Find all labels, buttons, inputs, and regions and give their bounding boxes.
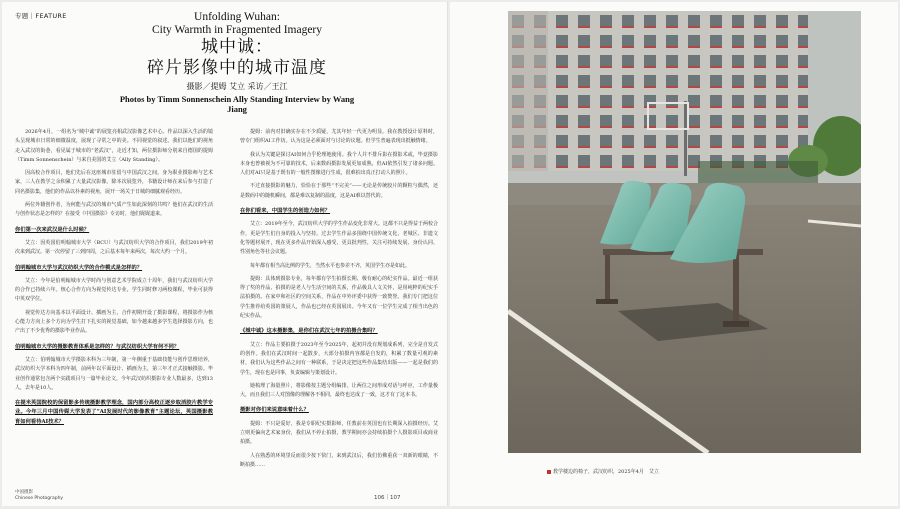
caption-marker-icon bbox=[547, 470, 551, 474]
interview-answer: 艾立：2019年至今，武汉纺织大学的学生作品变化非常大。这都不只是得益于两校合作，更是学生们自身的投入与坚持。过去学生作品多围绕中国传统文化、老城区、非遗文化等题材展开，现在更多作品开始深入感受、更具批判性，关注可持续发展、身份认同、性别角色等社会议题。 bbox=[240, 221, 438, 256]
page-numbers: 106｜107 bbox=[374, 495, 401, 501]
caption-text: 教学楼边的椅子，武汉纺织，2025年4月 艾立 bbox=[553, 469, 659, 475]
interview-question: 《城中诚》这本摄影集，是你们在武汉七年的拍摄合集吗？ bbox=[240, 328, 378, 335]
photo-chairs-by-building bbox=[508, 11, 861, 453]
chinese-title-line-2: 碎片影像中的城市温度 bbox=[147, 58, 327, 78]
intro-paragraph-2: 因高校合作项目，他们先后在这座城市驻留与中国武汉之间。身为职业摄影师与艺术家，三人在教学之余积累了大量武汉影像。除本次展览外，书籍设计师在来后参与打造了同名摄影集，他们的作品以朴素的视角，展开一场关于日城的细腻观看经历。 bbox=[15, 170, 213, 195]
intro-paragraph-3: 两位外籍创作者，为何能与武汉的城市气质产生如此深刻的共鸣？他们在武汉的生活与创作状态是怎样的？在接受《中国摄影》专访时，他们娓娓道来。 bbox=[15, 202, 213, 218]
interview-answer: 提姆：具体到摄影专业，每年都有学生拍摄长期、极有耐心的纪实作品。最近一组获得了奖的作品，拍摄的是老人与生活空间的关系，作品极具人文关怀，是用纯粹的纪实手法拍摄的。在家中和社区的空间关系，作品在中外评委中获得一致赞誉。我们专门把这位学生推荐给英国的策展人，作品也已经在英国展出。今年又有一位学生完成了相当出色的纪实作品。 bbox=[240, 275, 438, 320]
photo-illustration bbox=[508, 11, 861, 453]
intro-paragraph-1: 2026年4月，一组名为“城中诚”的展览亮相武汉影像艺术中心。作品以深入生活的镜头呈现城市日常的细微温度，展现了寻常之中的美。不同视觉的叙述。我们以他们的视角走入武汉的街巷，看见属于城市的“老武汉”，走近才知，两位摄影师分别来自德国的提姆（Timm Sonnenschein）与来自美国的艾立（Ally Standing）。 bbox=[15, 129, 213, 163]
interview-answer: 艾立：伯明翰城市大学摄影本科为三年制，第一年侧重于基础技能与创作思维培养，武汉纺织大学本科为四年制，前两年以平面设计、插画为主，第三年才正式接触摄影。毕业创作通常包含两个实践项目与一篇毕业论文。今年武汉纺织摄影专业人数最多，达到13人，去年是10人。 bbox=[15, 356, 213, 391]
text-column-1 bbox=[15, 128, 213, 431]
text-column-2 bbox=[240, 128, 438, 474]
chinese-title-line-1: 城中诚： bbox=[201, 37, 273, 57]
right-page bbox=[450, 2, 898, 506]
section-label: 专题｜FEATURE bbox=[15, 12, 67, 20]
interview-question: 伯明翰城市大学的摄影教育体系是怎样的？与武汉纺织大学有何不同？ bbox=[15, 343, 180, 350]
interview-question: 摄影对你们来说意味着什么？ bbox=[240, 407, 309, 414]
interview-answer: 人在熟悉的环境里反而很少按下快门，来到武汉后，我们仿佛重获一双新的眼睛，不断拍摄…… bbox=[240, 452, 438, 468]
interview-question: 伯明翰城市大学与武汉纺织大学的合作模式是怎样的？ bbox=[15, 264, 143, 271]
interview-answer: 她梳理了海量照片，将影像按主题分组编排，让两位之间形成对话与呼应，工作量极大，而且我们三人对图像的理解各不相同，最终也达成了一致，这才有了这本书。 bbox=[240, 382, 438, 399]
interview-answer: 不过直接摄影的魅力，恰恰在于那些“不完美”——无论是传统胶片的颗粒与偶然，还是数码中的随机瞬间，都是难以复制的温度，这是AI难以替代的。 bbox=[240, 183, 438, 199]
left-page bbox=[2, 2, 448, 506]
interview-answer: 提姆：不只是爱好，我是专职纪实摄影师，任教前在英国也有长期深入拍摄经历。艾立则更偏向艺术家身份，我们从不停止拍摄，教学期间亦会持续拍摄个人摄影项目或商业拍摄。 bbox=[240, 420, 438, 446]
interview-question: 你们第一次来武汉是什么时候？ bbox=[15, 226, 90, 233]
interview-answer: 我认为关键是探讨AI如何合乎伦理地使用。我个人并不排斥影在摄影术或，毕竟摄影本身也曾被视为不可靠的技术，后来数码摄影发展更加成熟，但AI依然引发了诸多问题。人们对AI只是基于既有的一般性图像进行生成，很难拍出真正打动人的照片。 bbox=[240, 151, 438, 177]
magazine-name-zh: 中国摄影 bbox=[15, 490, 33, 495]
interview-question: 在提米英国院校的保留影多传统摄影教学理念，国内部分高校正逐步取消胶片教学专业。今年三月中国传媒大学发表了“AI发展时代的影像教育”主题论坛，英国摄影教育如何看待AI技术？ bbox=[15, 400, 213, 425]
english-title-line-2: City Warmth in Fragmented Imagery bbox=[151, 24, 323, 36]
interview-answer: 艾立：今年是伯明翰城市大学时尚与创意艺术学院成立十周年，我们与武汉纺织大学的合作已持续六年。核心合作方向为视觉传达专业，学生同时修习两校课程，毕业可获得中英双学位。 bbox=[15, 277, 213, 303]
magazine-name bbox=[15, 490, 63, 502]
photo-caption bbox=[547, 468, 659, 475]
interview-answer: 提姆：前内对旧确实存在不少质疑，尤其年轻一代更为明显。我在教授设计原料时，曾专门组织AI工作坊。认为这是必须面对与讨论的议题。但学生普遍表现出抵触情绪。 bbox=[240, 129, 438, 145]
interview-answer: 艾立：作品主要拍摄于2023年至今2025年，起初并没有规划成系列，完全是自发式的创作。我们在武汉时间一起散步，大部分拍摄内容都是自发的，积累了数量可观的素材，我们认为这些作品之间有一种联系，于是决定把这些作品集结出版——一起是我们的学生，现在也是同事，负责编辑与策划设计。 bbox=[240, 341, 438, 376]
interview-answer: 视觉传达方向基本以平面设计、插画为主，合作初期开设了摄影课程，将摄影作为核心能力方向上多个方向为学生打下扎实的视觉基础，如今越来越多学生选择摄影方向，也产出了不少优秀的摄影毕业作品。 bbox=[15, 309, 213, 335]
credits-english: Photos by Timm Sonnenschein Ally Standing Interview by Wang Jiang bbox=[119, 94, 355, 114]
credits-chinese: 摄影／提姆 艾立 采访／王江 bbox=[186, 82, 288, 91]
interview-answer: 每年都有相当高比例的学生，当然水平也参差不齐，英国学生亦是如此。 bbox=[250, 262, 411, 269]
magazine-name-en: Chinese Photography bbox=[15, 496, 64, 501]
interview-answer: 艾立：因英国伯明翰城市大学（BCU）与武汉纺织大学的合作项目，我们2019年初次来到武汉。第一次停留了三到四周，之后基本每年来两次，每次大约一个月。 bbox=[15, 239, 213, 256]
title-block bbox=[112, 11, 362, 114]
interview-question: 在你们看来，中国学生的创造力如何？ bbox=[240, 208, 331, 215]
english-title-line-1: Unfolding Wuhan: bbox=[194, 11, 280, 23]
